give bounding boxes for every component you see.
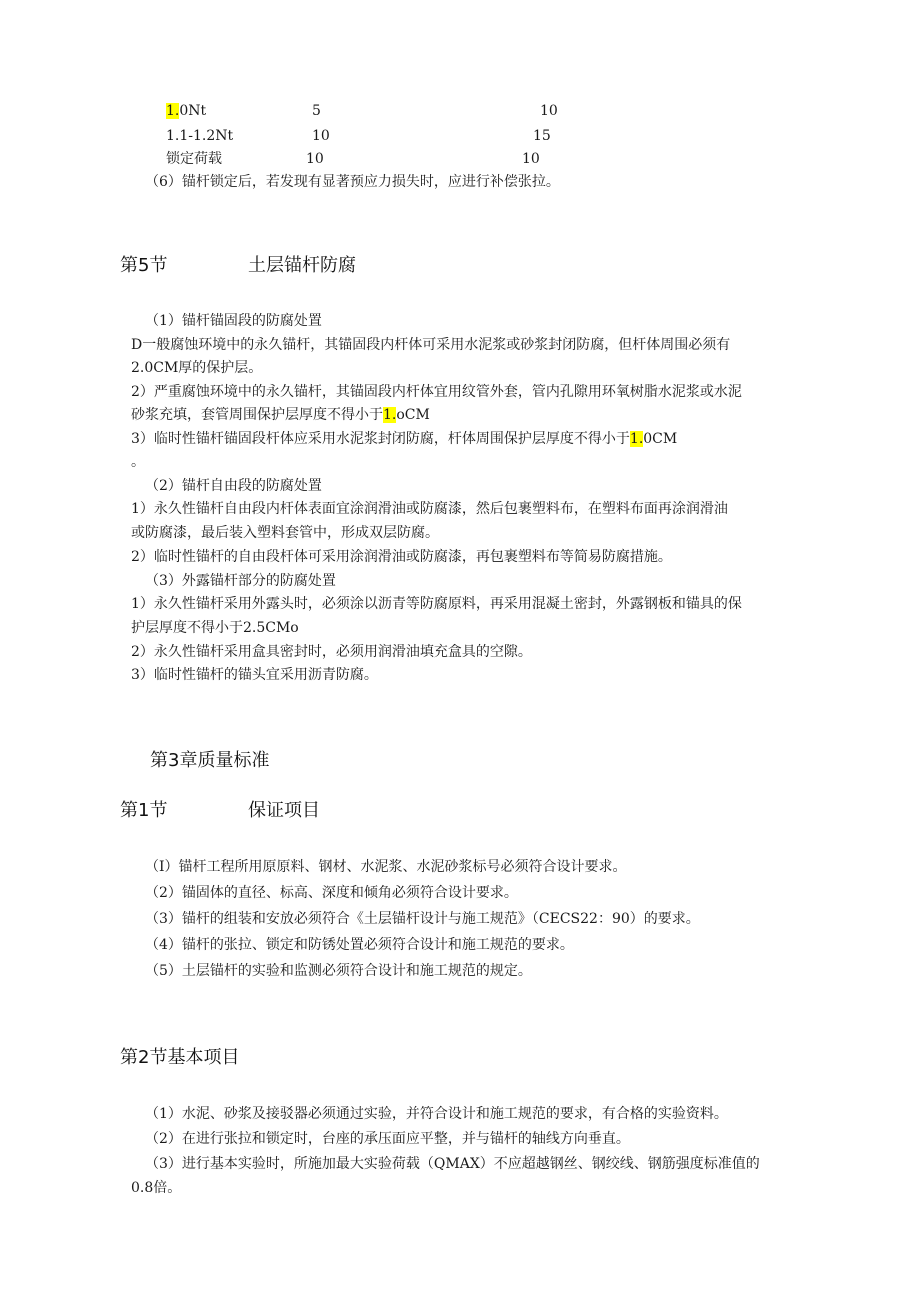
- list-item: （4）锚杆的张拉、锁定和防锈处置必须符合设计和施工规范的要求。: [145, 937, 574, 953]
- section-title: 第2节基本项目: [120, 1047, 240, 1068]
- paragraph-line: 护层厚度不得小于2.5CMo: [131, 620, 299, 636]
- table-cell: 10: [522, 151, 540, 167]
- paragraph-line: 2）严重腐蚀环境中的永久锚杆，其锚固段内杆体宜用纹管外套，管内孔隙用环氧树脂水泥浆或水泥: [131, 384, 742, 400]
- table-row-label: 锁定荷载: [166, 151, 222, 167]
- paragraph-line: D一般腐蚀环境中的永久锚杆，其锚固段内杆体可采用水泥浆或砂浆封闭防腐，但杆体周围必须有: [131, 337, 731, 353]
- table-cell: 15: [533, 128, 551, 144]
- table-cell: 10: [306, 151, 324, 167]
- chapter-title: 第3章质量标准: [150, 750, 270, 771]
- subheading: （1）锚杆锚固段的防腐处置: [145, 313, 322, 329]
- paragraph-line: 。: [131, 454, 145, 470]
- paragraph: （6）锚杆锁定后，若发现有显著预应力损失时，应进行补偿张拉。: [145, 174, 560, 190]
- paragraph-line: 砂浆充填，套管周围保护层厚度不得小于1.oCM: [131, 407, 430, 423]
- paragraph-line: 2）永久性锚杆采用盒具密封时，必须用润滑油填充盒具的空隙。: [131, 644, 532, 660]
- section-number: 第1节: [120, 800, 168, 821]
- paragraph-line: 2.0CM厚的保护层。: [131, 360, 263, 376]
- section-number: 第5节: [120, 255, 168, 276]
- list-item: （5）土层锚杆的实验和监测必须符合设计和施工规范的规定。: [145, 963, 532, 979]
- list-item: （2）在进行张拉和锁定时，台座的承压面应平整，并与锚杆的轴线方向垂直。: [145, 1131, 630, 1147]
- paragraph-line: 3）临时性锚杆的锚头宜采用沥青防腐。: [131, 667, 378, 683]
- list-item: （1）水泥、砂浆及接驳器必须通过实验，并符合设计和施工规范的要求，有合格的实验资料。: [145, 1106, 728, 1122]
- paragraph-line: 1）永久性锚杆自由段内杆体表面宜涂润滑油或防腐漆，然后包裹塑料布，在塑料布面再涂润滑油: [131, 501, 728, 517]
- list-item: （I）锚杆工程所用原原料、钢材、水泥浆、水泥砂浆标号必须符合设计要求。: [145, 859, 627, 875]
- paragraph-line: 1）永久性锚杆采用外露头时，必须涂以沥青等防腐原料，再采用混凝土密封，外露钢板和锚具的保: [131, 596, 742, 612]
- highlight: 1.: [629, 431, 644, 447]
- list-item: （3）锚杆的组装和安放必须符合《土层锚杆设计与施工规范》（CECS22：90）的要求。: [145, 911, 700, 927]
- list-item-continuation: 0.8倍。: [131, 1180, 182, 1196]
- table-cell: 5: [312, 103, 321, 119]
- list-item: （3）进行基本实验时，所施加最大实验荷载（QMAX）不应超越钢丝、钢绞线、钢筋强度标准值的: [145, 1156, 760, 1172]
- paragraph-line: 2）临时性锚杆的自由段杆体可采用涂润滑油或防腐漆，再包裹塑料布等简易防腐措施。: [131, 549, 672, 565]
- table-row-label: 1.0Nt: [166, 103, 207, 119]
- subheading: （3）外露锚杆部分的防腐处置: [145, 573, 336, 589]
- subheading: （2）锚杆自由段的防腐处置: [145, 478, 322, 494]
- table-cell: 10: [312, 128, 330, 144]
- list-item: （2）锚固体的直径、标高、深度和倾角必须符合设计要求。: [145, 885, 518, 901]
- paragraph-line: 3）临时性锚杆锚固段杆体应采用水泥浆封闭防腐，杆体周围保护层厚度不得小于1.0CM: [131, 431, 678, 447]
- table-cell: 10: [540, 103, 558, 119]
- section-title: 保证项目: [248, 800, 320, 821]
- table-row-label: 1.1-1.2Nt: [166, 128, 234, 144]
- paragraph-line: 或防腐漆，最后装入塑料套管中，形成双层防腐。: [131, 525, 439, 541]
- highlight: 1.: [166, 103, 180, 119]
- section-title: 土层锚杆防腐: [248, 255, 356, 276]
- highlight: 1.: [383, 407, 397, 423]
